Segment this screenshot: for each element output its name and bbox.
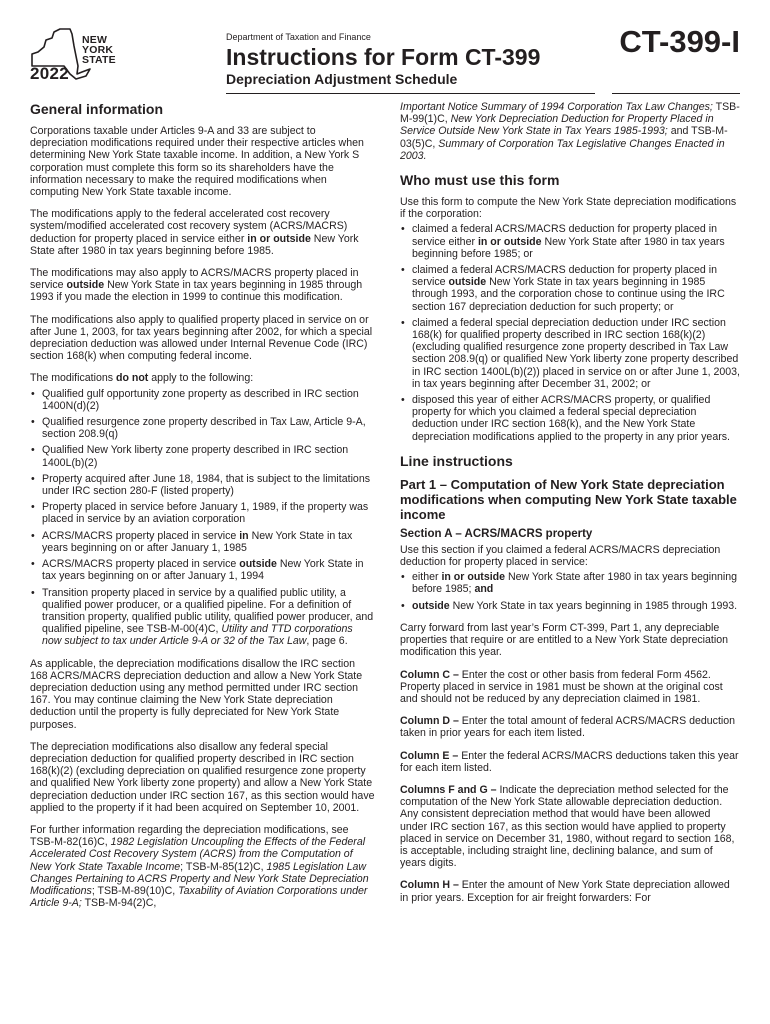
page-title: Instructions for Form CT-399: [226, 44, 541, 70]
list-item: • claimed a federal ACRS/MACRS deduction for property placed in service outside New York State in tax years beginning in 1985 through 1993, and the corporation chose to continue using the IRC section 167 depreciation deduction for such property; or: [400, 264, 740, 313]
section-heading-who-must-use: Who must use this form: [400, 172, 560, 189]
list-item: • either in or outside New York State after 1980 in tax years beginning before 1985; and: [400, 571, 740, 595]
paragraph: The modifications also apply to qualified property placed in service on or after June 1, 2003, for tax years beginning after 2002, for which a special depreciation deduction was allowed under Internal Revenue Code (IRC) section 168(k) when computing federal income.: [30, 313, 373, 363]
paragraph: Use this section if you claimed a federal ACRS/MACRS depreciation deduction for property placed in service:: [400, 543, 721, 569]
header-rule-right: [612, 93, 740, 94]
paragraph: The modifications apply to the federal accelerated cost recovery system/modified accelerated cost recovery system (ACRS/MACRS) deduction for property placed in service either in or outside New York State after 1980 in tax years beginning before 1985.: [30, 208, 359, 257]
who-list: [400, 223, 740, 442]
page-subtitle: Depreciation Adjustment Schedule: [226, 71, 458, 87]
list-item: • disposed this year of either ACRS/MACRS property, or qualified property for which you claimed a federal special depreciation deduction under IRC section 168(k), and the New York State depreciation modifications applied to the property in any prior years.: [400, 394, 740, 443]
logo-word: NEW: [82, 34, 108, 46]
paragraph: The modifications do not apply to the following:: [30, 372, 254, 385]
part-1-heading: Part 1 – Computation of New York State depreciation modifications when computing New York State taxable income: [400, 476, 737, 522]
section-a-heading: Section A – ACRS/MACRS property: [400, 527, 593, 540]
left-column: [30, 101, 375, 919]
list-item: • Qualified New York liberty zone property described in IRC section 1400L(b)(2): [30, 444, 375, 468]
list-item: • claimed a federal special depreciation deduction under IRC section 168(k) for qualified property described in IRC section 168(k)(2) (excluding qualified resurgence zone property described in Tax Law section 208.9(q) or qualified New York liberty zone property described in IRC section 1400L(b)(2)) placed in service on or after June 1, 2003, in tax years beginning after December 31, 2002; or: [400, 317, 740, 390]
list-item: • Qualified resurgence zone property described in Tax Law, Article 9-A, section 208.9(q): [30, 416, 375, 440]
list-item: • Transition property placed in service by a qualified public utility, a qualified power producer, or a qualified pipeline. For a definition of transition property, qualified public utility, qualified power producer, and qualified pipeline, see TSB-M-00(4)C, Utility and TTD corporations now subject to tax under Article 9-A or 32 of the Tax Law, page 6.: [30, 587, 375, 648]
header-rule: [226, 93, 595, 94]
columns-f-g-instruction: Columns F and G – Indicate the depreciation method selected for the computation of the New York State allowable depreciation deduction. Any consistent depreciation method that would have been allowed under IRC section 167, as this section would have applied to property placed in service on December 31, 1980, without regard to section 168, is acceptable, including straight line, declining balance, and sum of years digits.: [400, 783, 735, 870]
paragraph: For further information regarding the depreciation modifications, see TSB-M-82(16)C, 1982 Legislation Uncoupling the Effects of the Federal Accelerated Cost Recovery System (ACRS) from the Computation of New York State Taxable Income; TSB-M-85(12)C, 1985 Legislation Law Changes Pertaining to ACRS Property and New York State Depreciation Modifications; TSB-M-89(10)C, Taxability of Aviation Corporations under Article 9-A; TSB-M-94(2)C,: [30, 823, 369, 910]
section-heading-line-instructions: Line instructions: [400, 452, 513, 469]
paragraph: Corporations taxable under Articles 9-A and 33 are subject to depreciation modifications required under their respective articles when determining New York State taxable income. In addition, a New York S corporation must complete this form so its shareholders have the information necessary to make the required modifications when computing New York State taxable income.: [30, 125, 364, 199]
logo-word: STATE: [82, 54, 116, 66]
paragraph: The depreciation modifications also disallow any federal special depreciation deduction for qualified property described in IRC section 168(k)(2) (excluding depreciation on qualified resurgence zone property and qualified New York liberty zone property) and allow a New York State depreciation deduction under IRC section 167, as this section would have applied to the property if it had been acquired on September 10, 2001.: [30, 740, 375, 814]
column-h-instruction: Column H – Enter the amount of New York State depreciation allowed in prior years. Exception for air freight forwarders: For: [400, 879, 730, 904]
column-c-instruction: Column C – Enter the cost or other basis from federal Form 4562. Property placed in service in 1981 must be shown at the original cost and should not be reduced by any depreciation claimed in 1981.: [400, 668, 723, 705]
form-year: 2022: [30, 64, 70, 83]
logo-text: [82, 35, 116, 65]
list-item: • outside New York State in tax years beginning in 1985 through 1993.: [400, 600, 740, 612]
paragraph: Use this form to compute the New York State depreciation modifications if the corporation:: [400, 196, 737, 221]
form-number: CT-399-I: [619, 24, 740, 59]
paragraph: Carry forward from last year’s Form CT-399, Part 1, any depreciable properties that require or are entitled to a New York State depreciation modification this year.: [400, 621, 729, 659]
column-e-instruction: Column E – Enter the federal ACRS/MACRS deductions taken this year for each item listed.: [400, 749, 739, 774]
section-heading-general-information: General information: [30, 101, 164, 117]
list-item: • Qualified gulf opportunity zone property as described in IRC section 1400N(d)(2): [30, 388, 375, 412]
list-item: • Property acquired after June 18, 1984, that is subject to the limitations under IRC section 280-F (listed property): [30, 473, 375, 497]
list-item: • ACRS/MACRS property placed in service in New York State in tax years beginning on or after January 1, 1985: [30, 530, 375, 554]
list-item: • claimed a federal ACRS/MACRS deduction for property placed in service either in or outside New York State after 1980 in tax years beginning before 1985; or: [400, 223, 740, 260]
column-d-instruction: Column D – Enter the total amount of federal ACRS/MACRS deduction taken in prior years for each item listed.: [400, 715, 736, 740]
logo-word: YORK: [82, 44, 114, 56]
paragraph: As applicable, the depreciation modifications disallow the IRC section 168 ACRS/MACRS depreciation deduction and allow a New York State depreciation deduction using any method permitted under IRC section 167. You may continue claiming the New York State depreciation deduction until the property is fully depreciated for New York State purposes.: [30, 657, 363, 731]
section-a-list: [400, 571, 740, 612]
paragraph: The modifications may also apply to ACRS/MACRS property placed in service outside New York State in tax years beginning in 1985 through 1993 if you made the election in 1999 to continue this modification.: [30, 267, 363, 304]
list-item: • Property placed in service before January 1, 1989, if the property was placed in service by an aviation corporation: [30, 501, 375, 525]
paragraph: Important Notice Summary of 1994 Corporation Tax Law Changes; TSB-M-99(1)C, New York Depreciation Deduction for Property Placed in Service Outside New York State in Tax Years 1985-1993; and TSB-M-03(5)C, Summary of Corporation Tax Legislative Changes Enacted in 2003.: [400, 101, 740, 162]
list-item: • ACRS/MACRS property placed in service outside New York State in tax years beginning on or after January 1, 1994: [30, 558, 375, 582]
exclusions-list: [30, 388, 375, 648]
department-name: Department of Taxation and Finance: [226, 32, 371, 42]
right-column: [400, 101, 740, 914]
